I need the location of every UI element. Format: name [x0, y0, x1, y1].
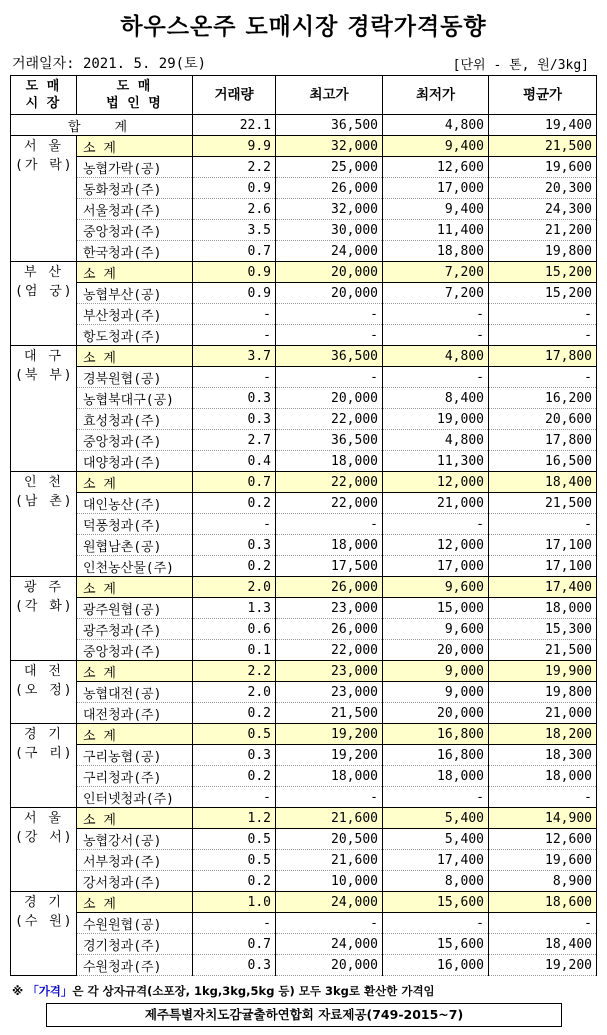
max-price-cell: 18,000	[276, 535, 383, 556]
avg-price-cell: 14,900	[489, 808, 597, 829]
corp-name: 광주청과(주)	[77, 619, 193, 640]
max-price-cell: 23,000	[276, 661, 383, 682]
min-price-cell: 11,400	[383, 220, 489, 241]
table-row	[11, 493, 597, 514]
max-price-cell: 23,000	[276, 598, 383, 619]
table-row	[11, 640, 597, 661]
volume-cell: 0.2	[193, 556, 276, 577]
market-cell: 대 전 (오 정)	[11, 661, 77, 724]
avg-price-cell: 17,800	[489, 346, 597, 367]
header-min: 최저가	[383, 76, 489, 115]
table-row	[11, 913, 597, 934]
header-max: 최고가	[276, 76, 383, 115]
max-price-cell: 20,000	[276, 283, 383, 304]
corp-name: 대양청과(주)	[77, 451, 193, 472]
unit-label: [단위 - 톤, 원/3kg]	[452, 58, 589, 73]
volume-cell: 2.0	[193, 577, 276, 598]
table-row	[11, 178, 597, 199]
volume-cell: 0.5	[193, 829, 276, 850]
volume-cell: -	[193, 367, 276, 388]
table-row	[11, 451, 597, 472]
min-price-cell: -	[383, 304, 489, 325]
volume-cell: 0.5	[193, 850, 276, 871]
max-price-cell: 19,200	[276, 745, 383, 766]
header-market: 도 매 시 장	[11, 76, 77, 115]
max-price-cell: 17,500	[276, 556, 383, 577]
volume-cell: 0.2	[193, 766, 276, 787]
table-row	[11, 619, 597, 640]
min-price-cell: 18,800	[383, 241, 489, 262]
avg-price-cell: 15,300	[489, 619, 597, 640]
volume-cell: 0.3	[193, 409, 276, 430]
market-cell: 대 구 (북 부)	[11, 346, 77, 472]
corp-name: 수원원협(공)	[77, 913, 193, 934]
corp-name: 중앙청과(주)	[77, 430, 193, 451]
corp-name: 구리농협(공)	[77, 745, 193, 766]
volume-cell: 0.1	[193, 640, 276, 661]
avg-price-cell: 17,800	[489, 430, 597, 451]
min-price-cell: 9,400	[383, 199, 489, 220]
corp-name: 농협강서(공)	[77, 829, 193, 850]
max-price-cell: -	[276, 367, 383, 388]
max-price-cell: -	[276, 913, 383, 934]
volume-cell: 0.6	[193, 619, 276, 640]
table-row	[11, 556, 597, 577]
corp-name: 중앙청과(주)	[77, 640, 193, 661]
min-price-cell: 15,600	[383, 892, 489, 913]
corp-name: 덕풍청과(주)	[77, 514, 193, 535]
volume-cell: 0.2	[193, 493, 276, 514]
table-row	[11, 766, 597, 787]
corp-name: 서울청과(주)	[77, 199, 193, 220]
footnote	[12, 983, 435, 999]
avg-price-cell: 17,400	[489, 577, 597, 598]
subtotal-row	[11, 472, 597, 493]
max-price-cell: 30,000	[276, 220, 383, 241]
corp-name: 대전청과(주)	[77, 703, 193, 724]
total-row	[11, 115, 597, 136]
max-price-cell: 20,500	[276, 829, 383, 850]
table-row	[11, 703, 597, 724]
market-cell: 서 울 (가 락)	[11, 136, 77, 262]
corp-name: 동화청과(주)	[77, 178, 193, 199]
min-price-cell: 9,600	[383, 619, 489, 640]
max-price-cell: 26,000	[276, 577, 383, 598]
volume-cell: -	[193, 514, 276, 535]
table-row	[11, 514, 597, 535]
subtotal-row	[11, 346, 597, 367]
min-price-cell: 12,600	[383, 157, 489, 178]
subtotal-row	[11, 724, 597, 745]
max-price-cell: 32,000	[276, 199, 383, 220]
corp-name: 부산청과(주)	[77, 304, 193, 325]
min-price-cell: 12,000	[383, 472, 489, 493]
corp-name: 구리청과(주)	[77, 766, 193, 787]
volume-cell: 3.5	[193, 220, 276, 241]
volume-cell: 1.2	[193, 808, 276, 829]
page-title: 하우스온주 도매시장 경락가격동향	[120, 14, 487, 40]
max-price-cell: 22,000	[276, 472, 383, 493]
min-price-cell: 21,000	[383, 493, 489, 514]
max-price-cell: 36,500	[276, 430, 383, 451]
corp-name: 경북원협(공)	[77, 367, 193, 388]
avg-price-cell: 19,200	[489, 955, 597, 976]
volume-cell: 0.9	[193, 262, 276, 283]
volume-cell: 0.2	[193, 703, 276, 724]
note-mark: ※	[12, 984, 24, 998]
max-price-cell: 24,000	[276, 892, 383, 913]
avg-price-cell: 12,600	[489, 829, 597, 850]
min-price-cell: 20,000	[383, 703, 489, 724]
avg-price-cell: 21,200	[489, 220, 597, 241]
min-price-cell: 11,300	[383, 451, 489, 472]
avg-price-cell: 19,800	[489, 241, 597, 262]
max-price-cell: 21,600	[276, 850, 383, 871]
avg-price-cell: -	[489, 325, 597, 346]
volume-cell: 1.0	[193, 892, 276, 913]
volume-cell: -	[193, 913, 276, 934]
market-cell: 경 기 (구 리)	[11, 724, 77, 808]
header-avg: 평균가	[489, 76, 597, 115]
min-price-cell: -	[383, 913, 489, 934]
max-price-cell: 20,000	[276, 262, 383, 283]
avg-price-cell: 15,200	[489, 283, 597, 304]
corp-name: 대인농산(주)	[77, 493, 193, 514]
min-price-cell: -	[383, 787, 489, 808]
min-price-cell: 20,000	[383, 640, 489, 661]
header-volume: 거래량	[193, 76, 276, 115]
avg-price-cell: -	[489, 913, 597, 934]
avg-price-cell: 20,300	[489, 178, 597, 199]
volume-cell: 2.6	[193, 199, 276, 220]
corp-name: 인천농산물(주)	[77, 556, 193, 577]
corp-name: 서부청과(주)	[77, 850, 193, 871]
avg-price-cell: 17,100	[489, 535, 597, 556]
max-price-cell: 24,000	[276, 241, 383, 262]
table-row	[11, 955, 597, 976]
table-row	[11, 430, 597, 451]
min-price-cell: 15,000	[383, 598, 489, 619]
subtotal-row	[11, 136, 597, 157]
market-cell: 부 산 (엄 궁)	[11, 262, 77, 346]
max-price-cell: 23,000	[276, 682, 383, 703]
corp-name: 소 계	[77, 346, 193, 367]
avg-price-cell: 18,400	[489, 472, 597, 493]
avg-price-cell: -	[489, 787, 597, 808]
avg-price-cell: 15,200	[489, 262, 597, 283]
corp-name: 한국청과(주)	[77, 241, 193, 262]
table-row	[11, 325, 597, 346]
subtotal-row	[11, 892, 597, 913]
min-price-cell: 15,600	[383, 934, 489, 955]
header-corp: 도 매 법 인 명	[77, 76, 193, 115]
min-price-cell: 17,400	[383, 850, 489, 871]
table-row	[11, 850, 597, 871]
avg-price-cell: 16,200	[489, 388, 597, 409]
volume-cell: 0.7	[193, 472, 276, 493]
min-price-cell: 12,000	[383, 535, 489, 556]
max-price-cell: -	[276, 787, 383, 808]
volume-cell: 1.3	[193, 598, 276, 619]
max-price-cell: 36,500	[276, 346, 383, 367]
table-row	[11, 388, 597, 409]
volume-cell: 0.2	[193, 871, 276, 892]
avg-price-cell: 24,300	[489, 199, 597, 220]
table-row	[11, 199, 597, 220]
max-price-cell: 20,000	[276, 388, 383, 409]
avg-price-cell: 21,500	[489, 493, 597, 514]
corp-name: 농협북대구(공)	[77, 388, 193, 409]
min-price-cell: 9,600	[383, 577, 489, 598]
max-price-cell: -	[276, 514, 383, 535]
min-price-cell: 4,800	[383, 430, 489, 451]
max-price-cell: -	[276, 325, 383, 346]
table-row	[11, 409, 597, 430]
table-row	[11, 787, 597, 808]
volume-cell: 0.7	[193, 241, 276, 262]
table-row	[11, 682, 597, 703]
corp-name: 수원청과(주)	[77, 955, 193, 976]
corp-name: 농협가락(공)	[77, 157, 193, 178]
min-price-cell: 9,000	[383, 661, 489, 682]
avg-price-cell: 21,500	[489, 640, 597, 661]
table-row	[11, 304, 597, 325]
max-price-cell: 21,600	[276, 808, 383, 829]
max-price-cell: 10,000	[276, 871, 383, 892]
price-table	[10, 75, 597, 976]
max-price-cell: -	[276, 304, 383, 325]
max-price-cell: 21,500	[276, 703, 383, 724]
avg-price-cell: 8,900	[489, 871, 597, 892]
avg-price-cell: 19,600	[489, 157, 597, 178]
avg-price-cell: -	[489, 304, 597, 325]
table-row	[11, 220, 597, 241]
min-price-cell: 8,400	[383, 388, 489, 409]
avg-price-cell: 18,600	[489, 892, 597, 913]
table-row	[11, 829, 597, 850]
min-price-cell: 7,200	[383, 283, 489, 304]
avg-price-cell: 19,600	[489, 850, 597, 871]
table-row	[11, 745, 597, 766]
market-cell: 서 울 (강 서)	[11, 808, 77, 892]
table-row	[11, 241, 597, 262]
avg-price-cell: 21,000	[489, 703, 597, 724]
max-price-cell: 20,000	[276, 955, 383, 976]
corp-name: 소 계	[77, 577, 193, 598]
max-price-cell: 19,200	[276, 724, 383, 745]
total-min: 4,800	[383, 115, 489, 136]
volume-cell: 0.9	[193, 283, 276, 304]
max-price-cell: 25,000	[276, 157, 383, 178]
corp-name: 소 계	[77, 808, 193, 829]
avg-price-cell: 20,600	[489, 409, 597, 430]
volume-cell: 2.0	[193, 682, 276, 703]
min-price-cell: 16,800	[383, 724, 489, 745]
corp-name: 강서청과(주)	[77, 871, 193, 892]
table-header-row	[11, 76, 597, 115]
volume-cell: 0.5	[193, 724, 276, 745]
avg-price-cell: 16,500	[489, 451, 597, 472]
max-price-cell: 26,000	[276, 619, 383, 640]
max-price-cell: 32,000	[276, 136, 383, 157]
total-label: 합계	[11, 115, 193, 136]
volume-cell: 2.7	[193, 430, 276, 451]
avg-price-cell: 18,400	[489, 934, 597, 955]
market-cell: 경 기 (수 원)	[11, 892, 77, 976]
table-row	[11, 367, 597, 388]
avg-price-cell: 19,800	[489, 682, 597, 703]
min-price-cell: -	[383, 514, 489, 535]
note-quoted: 「가격」	[27, 984, 73, 998]
avg-price-cell: 17,100	[489, 556, 597, 577]
volume-cell: 2.2	[193, 157, 276, 178]
min-price-cell: 9,000	[383, 682, 489, 703]
volume-cell: 0.7	[193, 934, 276, 955]
max-price-cell: 18,000	[276, 766, 383, 787]
corp-name: 효성청과(주)	[77, 409, 193, 430]
volume-cell: 0.3	[193, 745, 276, 766]
volume-cell: 0.3	[193, 955, 276, 976]
max-price-cell: 22,000	[276, 409, 383, 430]
corp-name: 원협남촌(공)	[77, 535, 193, 556]
corp-name: 소 계	[77, 472, 193, 493]
max-price-cell: 26,000	[276, 178, 383, 199]
table-row	[11, 535, 597, 556]
volume-cell: 0.4	[193, 451, 276, 472]
min-price-cell: 8,000	[383, 871, 489, 892]
min-price-cell: 4,800	[383, 346, 489, 367]
volume-cell: -	[193, 304, 276, 325]
volume-cell: 0.3	[193, 388, 276, 409]
total-avg: 19,400	[489, 115, 597, 136]
avg-price-cell: 18,200	[489, 724, 597, 745]
avg-price-cell: 18,000	[489, 598, 597, 619]
min-price-cell: 17,000	[383, 178, 489, 199]
corp-name: 항도청과(주)	[77, 325, 193, 346]
max-price-cell: 22,000	[276, 640, 383, 661]
corp-name: 소 계	[77, 724, 193, 745]
avg-price-cell: 18,300	[489, 745, 597, 766]
avg-price-cell: -	[489, 367, 597, 388]
min-price-cell: 7,200	[383, 262, 489, 283]
min-price-cell: 19,000	[383, 409, 489, 430]
volume-cell: 2.2	[193, 661, 276, 682]
corp-name: 농협대전(공)	[77, 682, 193, 703]
max-price-cell: 22,000	[276, 493, 383, 514]
min-price-cell: -	[383, 325, 489, 346]
total-max: 36,500	[276, 115, 383, 136]
table-row	[11, 283, 597, 304]
min-price-cell: -	[383, 367, 489, 388]
corp-name: 소 계	[77, 892, 193, 913]
source-box: 제주특별자치도감귤출하연합회 자료제공(749-2015~7)	[46, 1003, 562, 1027]
volume-cell: 0.3	[193, 535, 276, 556]
note-text: 은 각 상자규격(소포장, 1kg,3kg,5kg 등) 모두 3kg로 환산한 가격임	[72, 984, 435, 998]
total-volume: 22.1	[193, 115, 276, 136]
table-row	[11, 157, 597, 178]
corp-name: 중앙청과(주)	[77, 220, 193, 241]
avg-price-cell: 19,900	[489, 661, 597, 682]
avg-price-cell: 21,500	[489, 136, 597, 157]
min-price-cell: 18,000	[383, 766, 489, 787]
subtotal-row	[11, 577, 597, 598]
table-row	[11, 871, 597, 892]
avg-price-cell: -	[489, 514, 597, 535]
volume-cell: -	[193, 787, 276, 808]
max-price-cell: 18,000	[276, 451, 383, 472]
corp-name: 소 계	[77, 661, 193, 682]
volume-cell: 0.9	[193, 178, 276, 199]
volume-cell: -	[193, 325, 276, 346]
subtotal-row	[11, 262, 597, 283]
avg-price-cell: 18,000	[489, 766, 597, 787]
subtotal-row	[11, 661, 597, 682]
corp-name: 광주원협(공)	[77, 598, 193, 619]
market-cell: 인 천 (남 촌)	[11, 472, 77, 577]
min-price-cell: 5,400	[383, 808, 489, 829]
trade-date: 거래일자: 2021. 5. 29(토)	[12, 56, 207, 72]
subtotal-row	[11, 808, 597, 829]
table-row	[11, 934, 597, 955]
min-price-cell: 17,000	[383, 556, 489, 577]
corp-name: 경기청과(주)	[77, 934, 193, 955]
min-price-cell: 16,000	[383, 955, 489, 976]
min-price-cell: 5,400	[383, 829, 489, 850]
corp-name: 인터넷청과(주)	[77, 787, 193, 808]
corp-name: 소 계	[77, 136, 193, 157]
volume-cell: 9.9	[193, 136, 276, 157]
corp-name: 소 계	[77, 262, 193, 283]
min-price-cell: 16,800	[383, 745, 489, 766]
min-price-cell: 9,400	[383, 136, 489, 157]
volume-cell: 3.7	[193, 346, 276, 367]
market-cell: 광 주 (각 화)	[11, 577, 77, 661]
table-row	[11, 598, 597, 619]
max-price-cell: 24,000	[276, 934, 383, 955]
corp-name: 농협부산(공)	[77, 283, 193, 304]
